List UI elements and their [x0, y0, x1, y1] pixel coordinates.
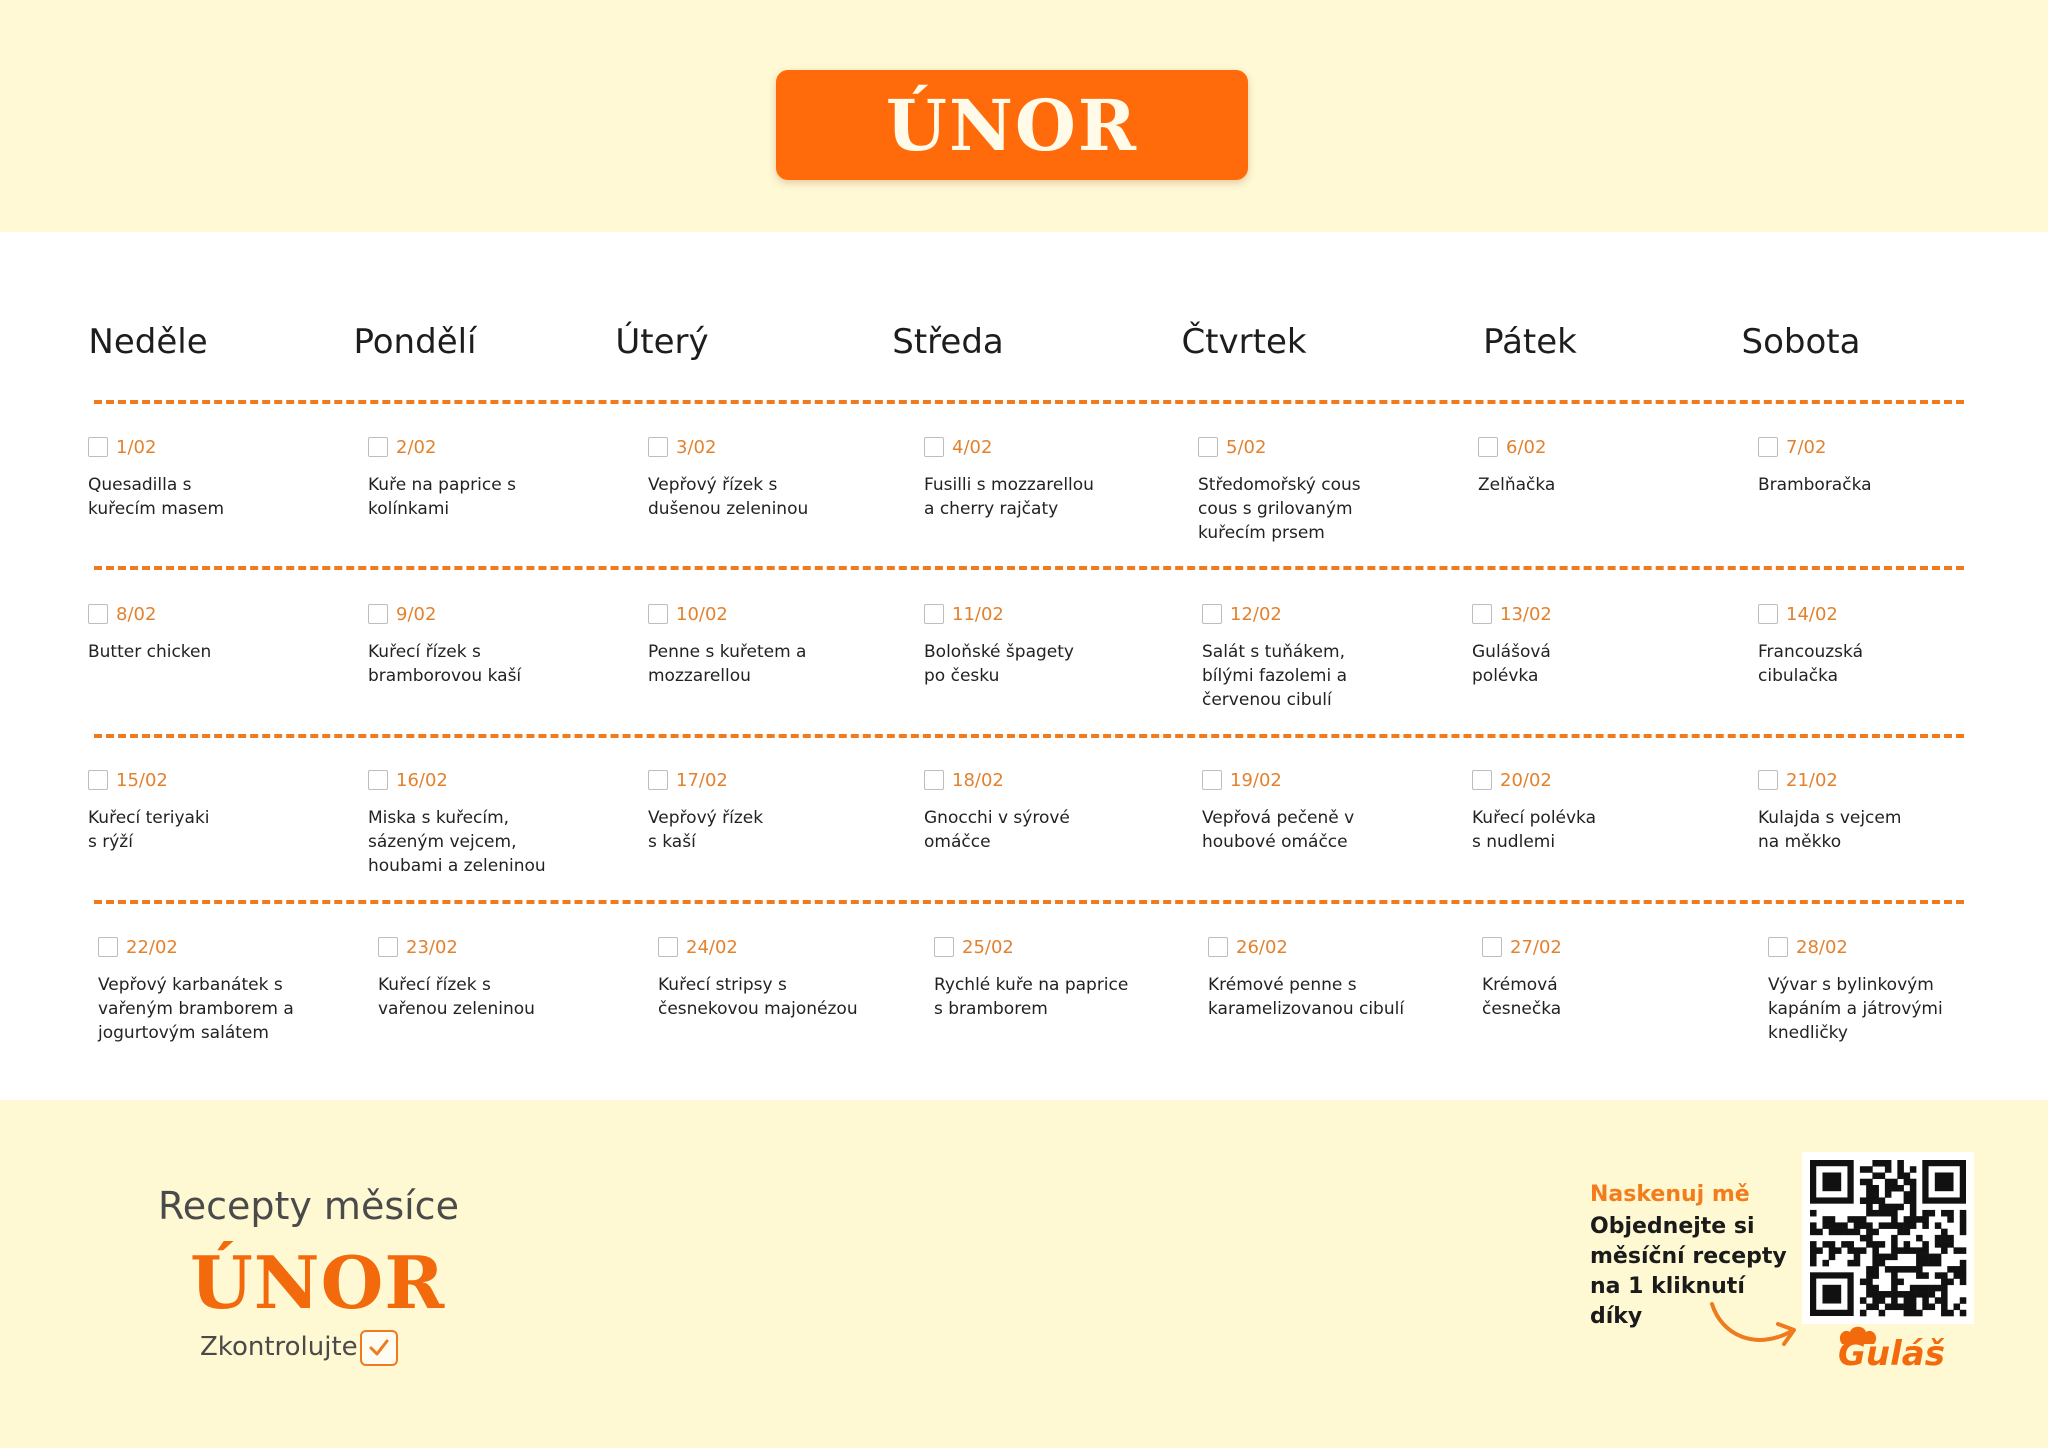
checkbox[interactable] — [1482, 937, 1502, 957]
day-date: 28/02 — [1796, 936, 1848, 958]
day-date: 21/02 — [1786, 769, 1838, 791]
meal-name: Krémové penne s karamelizovanou cibulí — [1208, 975, 1405, 1019]
checkbox[interactable] — [368, 770, 388, 790]
day-date: 19/02 — [1230, 769, 1282, 791]
day-cell — [88, 435, 338, 521]
checkbox[interactable] — [648, 770, 668, 790]
day-cell — [88, 768, 338, 854]
day-cell — [1202, 602, 1452, 712]
day-cell — [648, 768, 898, 854]
day-cell — [378, 935, 628, 1021]
scan-text: Objednejte si měsíční recepty na 1 kliknutí díky — [1590, 1214, 1787, 1329]
checkbox[interactable] — [934, 937, 954, 957]
day-cell — [368, 435, 618, 521]
checkbox[interactable] — [98, 937, 118, 957]
checkbox[interactable] — [88, 770, 108, 790]
check-label: Zkontrolujte — [200, 1332, 358, 1362]
scan-title: Naskenuj mě — [1590, 1182, 1750, 1207]
calendar — [0, 232, 2048, 1100]
day-date: 20/02 — [1500, 769, 1552, 791]
meal-name: Penne s kuřetem a mozzarellou — [648, 642, 807, 686]
day-cell — [658, 935, 908, 1021]
checkbox[interactable] — [1208, 937, 1228, 957]
checkbox[interactable] — [658, 937, 678, 957]
day-date: 14/02 — [1786, 603, 1838, 625]
day-header-saturday: Sobota — [1741, 322, 1861, 362]
day-date: 8/02 — [116, 603, 157, 625]
meal-name: Kuře na paprice s kolínkami — [368, 475, 516, 519]
day-date: 2/02 — [396, 436, 437, 458]
day-date: 18/02 — [952, 769, 1004, 791]
day-header-thursday: Čtvrtek — [1181, 322, 1307, 362]
brand-logo: Guláš — [1838, 1334, 1945, 1374]
meal-name: Gnocchi v sýrové omáčce — [924, 808, 1070, 852]
day-cell — [1472, 768, 1722, 854]
day-cell — [1208, 935, 1458, 1021]
day-date: 12/02 — [1230, 603, 1282, 625]
day-date: 15/02 — [116, 769, 168, 791]
meal-name: Francouzská cibulačka — [1758, 642, 1863, 686]
arrow-icon — [1700, 1300, 1810, 1360]
day-header-friday: Pátek — [1483, 322, 1577, 362]
meal-name: Vepřový řízek s kaší — [648, 808, 764, 852]
meal-name: Kulajda s vejcem na měkko — [1758, 808, 1902, 852]
day-date: 22/02 — [126, 936, 178, 958]
checkbox[interactable] — [1202, 604, 1222, 624]
day-cell — [98, 935, 348, 1045]
checkbox[interactable] — [1768, 937, 1788, 957]
meal-name: Kuřecí řízek s vařenou zeleninou — [378, 975, 535, 1019]
day-cell — [1202, 768, 1452, 854]
day-cell — [368, 602, 618, 688]
meal-name: Zelňačka — [1478, 475, 1556, 495]
checkbox[interactable] — [1202, 770, 1222, 790]
day-cell — [1758, 602, 2008, 688]
checkbox[interactable] — [1472, 604, 1492, 624]
day-date: 25/02 — [962, 936, 1014, 958]
checkbox[interactable] — [924, 770, 944, 790]
checkmark-icon — [362, 1332, 396, 1364]
meal-name: Kuřecí stripsy s česnekovou majonézou — [658, 975, 858, 1019]
checkbox[interactable] — [88, 437, 108, 457]
day-date: 10/02 — [676, 603, 728, 625]
month-title-banner — [776, 70, 1248, 180]
checkbox[interactable] — [1758, 437, 1778, 457]
day-date: 7/02 — [1786, 436, 1827, 458]
recipes-label: Recepty měsíce — [158, 1184, 459, 1228]
divider — [94, 400, 1964, 404]
day-cell — [1198, 435, 1448, 545]
meal-name: Vepřový karbanátek s vařeným bramborem a jogurtovým salátem — [98, 975, 294, 1043]
qr-code-graphic — [1802, 1152, 1974, 1324]
day-date: 4/02 — [952, 436, 993, 458]
day-date: 13/02 — [1500, 603, 1552, 625]
month-title: ÚNOR — [885, 83, 1139, 167]
meal-name: Boloňské špagety po česku — [924, 642, 1074, 686]
meal-name: Fusilli s mozzarellou a cherry rajčaty — [924, 475, 1094, 519]
meal-name: Salát s tuňákem, bílými fazolemi a červenou cibulí — [1202, 642, 1347, 710]
meal-name: Gulášová polévka — [1472, 642, 1551, 686]
meal-name: Vepřová pečeně v houbové omáčce — [1202, 808, 1355, 852]
meal-name: Bramboračka — [1758, 475, 1872, 495]
day-cell — [1478, 435, 1728, 497]
header-band — [0, 0, 2048, 232]
day-cell — [1758, 768, 2008, 854]
meal-name: Kuřecí řízek s bramborovou kaší — [368, 642, 522, 686]
footer — [0, 1100, 2048, 1448]
day-date: 11/02 — [952, 603, 1004, 625]
divider — [94, 566, 1964, 570]
day-cell — [1482, 935, 1732, 1021]
day-date: 26/02 — [1236, 936, 1288, 958]
divider — [94, 900, 1964, 904]
meal-name: Vepřový řízek s dušenou zeleninou — [648, 475, 809, 519]
meal-name: Quesadilla s kuřecím masem — [88, 475, 225, 519]
checkbox[interactable] — [88, 604, 108, 624]
meal-name: Krémová česnečka — [1482, 975, 1562, 1019]
day-date: 1/02 — [116, 436, 157, 458]
day-date: 16/02 — [396, 769, 448, 791]
checkbox[interactable] — [648, 604, 668, 624]
checkbox[interactable] — [368, 604, 388, 624]
day-cell — [88, 602, 338, 664]
day-date: 24/02 — [686, 936, 738, 958]
day-date: 5/02 — [1226, 436, 1267, 458]
day-cell — [1768, 935, 2018, 1045]
meal-name: Kuřecí teriyaki s rýží — [88, 808, 210, 852]
meal-name: Vývar s bylinkovým kapáním a játrovými knedličky — [1768, 975, 1943, 1043]
meal-name: Butter chicken — [88, 642, 212, 662]
day-cell — [934, 935, 1184, 1021]
day-header-tuesday: Úterý — [615, 322, 709, 362]
day-date: 23/02 — [406, 936, 458, 958]
day-cell — [648, 602, 898, 688]
day-cell — [1472, 602, 1722, 688]
checkbox[interactable] — [368, 437, 388, 457]
day-cell — [648, 435, 898, 521]
checkbox[interactable] — [1472, 770, 1492, 790]
checkbox[interactable] — [1758, 604, 1778, 624]
day-date: 27/02 — [1510, 936, 1562, 958]
meal-name: Miska s kuřecím, sázeným vejcem, houbami a zeleninou — [368, 808, 546, 876]
day-cell — [924, 768, 1174, 854]
meal-name: Středomořský cous cous s grilovaným kuřecím prsem — [1198, 475, 1361, 543]
day-date: 3/02 — [676, 436, 717, 458]
checkbox[interactable] — [924, 437, 944, 457]
checkbox[interactable] — [1478, 437, 1498, 457]
day-header-sunday: Neděle — [88, 322, 208, 362]
day-date: 17/02 — [676, 769, 728, 791]
check-checkbox[interactable] — [360, 1330, 398, 1366]
meal-name: Rychlé kuře na paprice s bramborem — [934, 975, 1129, 1019]
checkbox[interactable] — [648, 437, 668, 457]
day-cell — [924, 435, 1174, 521]
footer-month: ÚNOR — [190, 1240, 446, 1325]
day-cell — [1758, 435, 2008, 497]
day-date: 9/02 — [396, 603, 437, 625]
day-cell — [924, 602, 1174, 688]
checkbox[interactable] — [378, 937, 398, 957]
checkbox[interactable] — [1198, 437, 1218, 457]
day-header-monday: Pondělí — [353, 322, 477, 362]
day-header-wednesday: Středa — [892, 322, 1004, 362]
divider — [94, 734, 1964, 738]
checkbox[interactable] — [1758, 770, 1778, 790]
day-cell — [368, 768, 618, 878]
qr-code-icon[interactable] — [1802, 1152, 1974, 1324]
day-date: 6/02 — [1506, 436, 1547, 458]
checkbox[interactable] — [924, 604, 944, 624]
meal-name: Kuřecí polévka s nudlemi — [1472, 808, 1597, 852]
